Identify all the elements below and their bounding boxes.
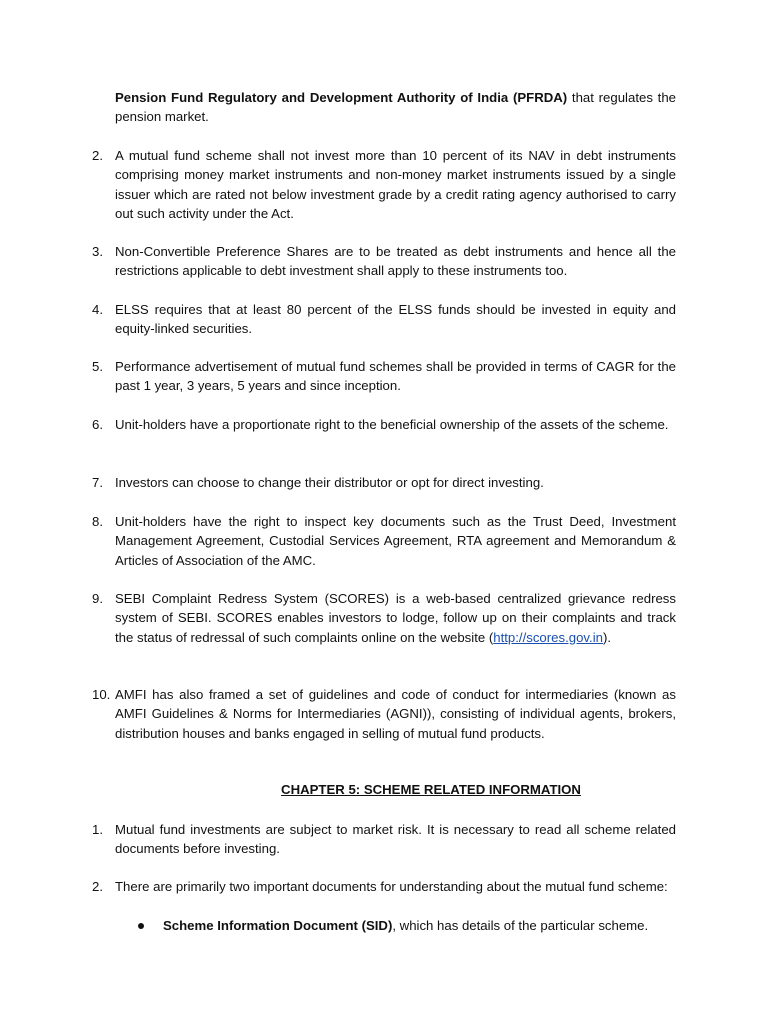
item-text-after: ). — [602, 629, 612, 645]
chapter-list-item-1 — [92, 820, 676, 859]
item-text: ELSS requires that at least 80 percent of the ELSS funds should be invested in equity and equity-linked securities. — [115, 302, 676, 337]
list-item-7 — [92, 473, 676, 492]
item-number: 1. — [92, 822, 103, 837]
item-number: 2. — [92, 879, 103, 894]
bullet-item-sid — [138, 916, 676, 935]
list-item-4 — [92, 300, 676, 339]
item-number: 4. — [92, 302, 103, 317]
bullet-rest: , which has details of the particular scheme. — [392, 918, 649, 933]
list-item-9 — [92, 589, 676, 647]
bullet-dot-icon — [138, 923, 144, 929]
list-item-6 — [92, 415, 676, 434]
list-item-5 — [92, 357, 676, 396]
chapter-list-item-2 — [92, 877, 676, 896]
item-text — [115, 589, 676, 647]
intro-bold: Pension Fund Regulatory and Development Authority of India (PFRDA) — [115, 90, 568, 105]
item-text: There are primarily two important documents for understanding about the mutual fund scheme: — [115, 879, 668, 894]
item-text-before: SEBI Complaint Redress System (SCORES) is a web-based centralized grievance redress system of SEBI. SCORES enables investors to lodge, follow up on their complaints and track the status of redressal of such complaints online on the website ( — [115, 591, 676, 645]
item-text: Non-Convertible Preference Shares are to be treated as debt instruments and hence all the restrictions applicable to debt investment shall apply to these instruments too. — [115, 244, 676, 279]
bullet-text — [163, 916, 676, 935]
intro-paragraph — [115, 88, 676, 127]
item-number: 9. — [92, 591, 103, 606]
item-text: AMFI has also framed a set of guidelines and code of conduct for intermediaries (known as AMFI Guidelines & Norms for Intermediaries (AGNI)), consisting of individual agents, brokers, distribution houses and banks engaged in selling of mutual fund products. — [115, 687, 676, 741]
item-number: 5. — [92, 359, 103, 374]
item-number: 8. — [92, 514, 103, 529]
item-text: Unit-holders have the right to inspect key documents such as the Trust Deed, Investment Management Agreement, Custodial Services Agreement, RTA agreement and Memorandum & Articles of Association of the AMC. — [115, 514, 676, 568]
item-number: 6. — [92, 417, 103, 432]
scores-link[interactable]: http://scores.gov.in — [493, 629, 603, 645]
list-item-3 — [92, 242, 676, 281]
bullet-bold: Scheme Information Document (SID) — [163, 918, 393, 933]
item-number: 10. — [92, 687, 111, 702]
intro-rest: that regulates the pension market. — [115, 90, 676, 125]
item-number: 7. — [92, 475, 103, 490]
chapter-heading: CHAPTER 5: SCHEME RELATED INFORMATION — [281, 782, 581, 797]
list-item-2 — [92, 146, 676, 223]
item-text: Investors can choose to change their distributor or opt for direct investing. — [115, 475, 544, 490]
item-text: Mutual fund investments are subject to market risk. It is necessary to read all scheme related documents before investing. — [115, 822, 676, 857]
item-text: Unit-holders have a proportionate right to the beneficial ownership of the assets of the scheme. — [115, 417, 669, 432]
item-text: A mutual fund scheme shall not invest more than 10 percent of its NAV in debt instruments comprising money market instruments and non-money market instruments issued by a single issuer which are rated not below investment grade by a credit rating agency authorised to carry out such activity under the Act. — [115, 148, 676, 221]
list-item-8 — [92, 512, 676, 570]
item-text: Performance advertisement of mutual fund schemes shall be provided in terms of CAGR for the past 1 year, 3 years, 5 years and since inception. — [115, 359, 676, 394]
item-number: 2. — [92, 148, 103, 163]
item-number: 3. — [92, 244, 103, 259]
list-item-10 — [92, 685, 676, 743]
